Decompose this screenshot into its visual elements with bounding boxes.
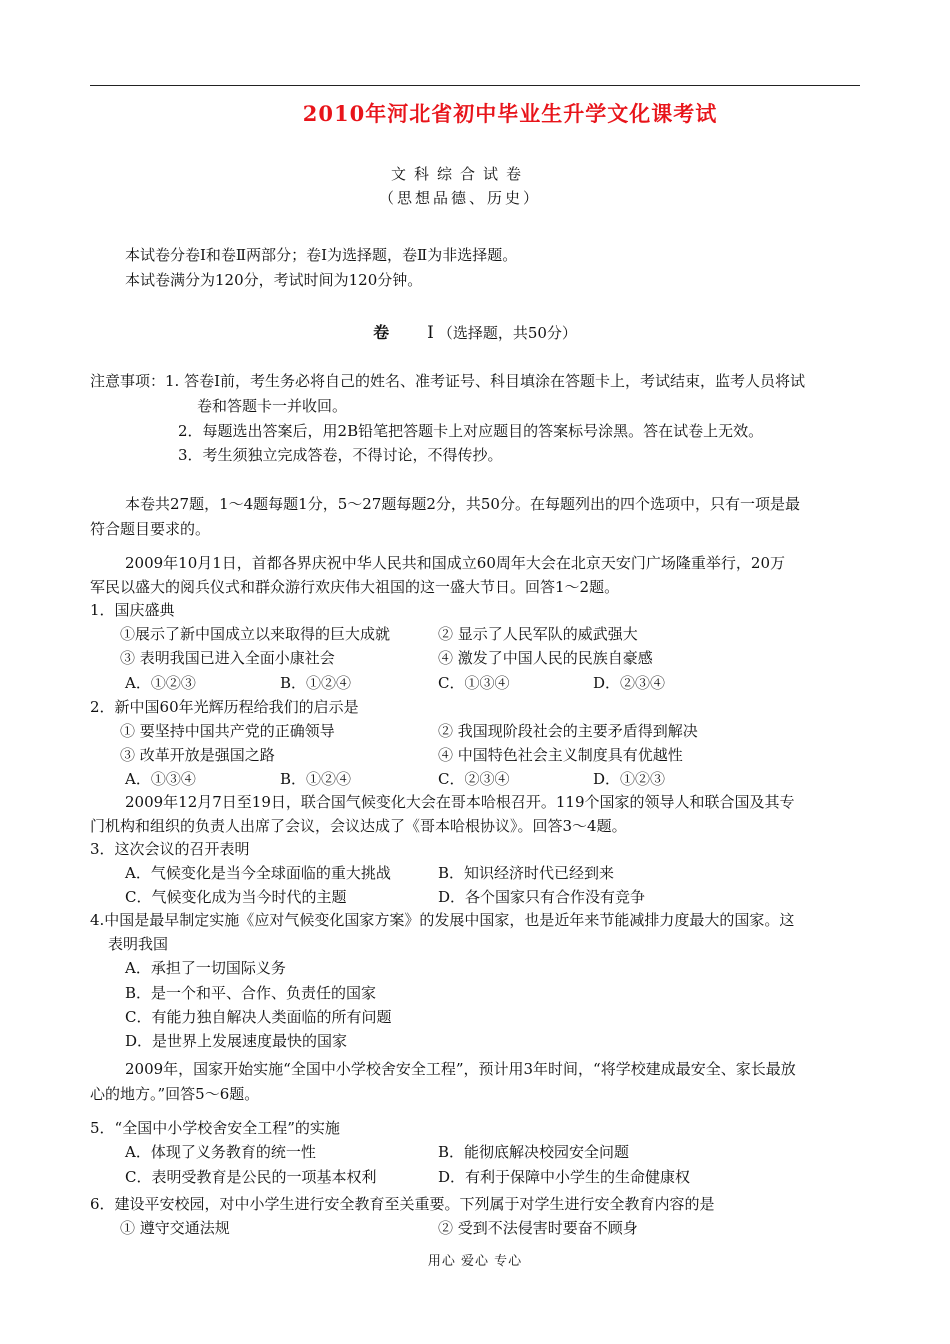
question-2-statement-3: ③ 改革开放是强国之路 bbox=[120, 746, 275, 764]
question-1-option-c: C．①③④ bbox=[438, 674, 510, 692]
section-heading bbox=[0, 320, 950, 343]
passage-3-line-2: 心的地方。”回答5～6题。 bbox=[90, 1085, 260, 1103]
passage-2-line-1: 2009年12月7日至19日，联合国气候变化大会在哥本哈根召开。119个国家的领导人和联合国及其专 bbox=[125, 793, 795, 811]
question-2-option-b: B．①②④ bbox=[280, 770, 352, 788]
passage-1-line-2: 军民以盛大的阅兵仪式和群众游行欢庆伟大祖国的这一盛大节日。回答1～2题。 bbox=[90, 578, 620, 596]
question-2-option-a: A．①③④ bbox=[125, 770, 196, 788]
instructions-line-1: 本卷共27题，1～4题每题1分，5～27题每题2分，共50分。在每题列出的四个选项中，只有一项是最 bbox=[125, 495, 800, 513]
page-footer: 用心 爱心 专心 bbox=[427, 1254, 523, 1269]
section-numeral: Ⅰ bbox=[427, 323, 434, 343]
section-note: （选择题，共50分） bbox=[437, 324, 577, 342]
question-2-option-c: C．②③④ bbox=[438, 770, 510, 788]
notice-item-1: 1. 答卷Ⅰ前，考生务必将自己的姓名、准考证号、科目填涂在答题卡上，考试结束，监考人员将试 bbox=[165, 372, 806, 390]
question-4-option-a: A．承担了一切国际义务 bbox=[125, 959, 286, 977]
intro-line-1: 本试卷分卷Ⅰ和卷Ⅱ两部分；卷Ⅰ为选择题，卷Ⅱ为非选择题。 bbox=[125, 246, 518, 264]
question-2-stem: 2．新中国60年光辉历程给我们的启示是 bbox=[90, 698, 359, 716]
question-3-option-b: B．知识经济时代已经到来 bbox=[438, 864, 615, 882]
question-4-stem-line-2: 表明我国 bbox=[108, 935, 169, 953]
notice bbox=[90, 371, 805, 391]
question-5-option-b: B．能彻底解决校园安全问题 bbox=[438, 1143, 630, 1161]
exam-subtitle: 文科综合试卷 bbox=[390, 165, 529, 183]
question-1-option-d: D．②③④ bbox=[593, 674, 666, 692]
question-5-option-c: C．表明受教育是公民的一项基本权利 bbox=[125, 1168, 377, 1186]
question-1-statement-1: ①展示了新中国成立以来取得的巨大成就 bbox=[120, 625, 391, 643]
question-4-option-d: D．是世界上发展速度最快的国家 bbox=[125, 1032, 348, 1050]
notice-item-1-cont: 卷和答题卡一并收回。 bbox=[197, 397, 348, 415]
header-rule bbox=[90, 85, 860, 86]
intro-line-2: 本试卷满分为120分，考试时间为120分钟。 bbox=[125, 271, 423, 289]
question-4-option-c: C．有能力独自解决人类面临的所有问题 bbox=[125, 1008, 392, 1026]
question-5-option-a: A．体现了义务教育的统一性 bbox=[125, 1143, 316, 1161]
question-6-statement-1: ① 遵守交通法规 bbox=[120, 1219, 230, 1237]
question-3-option-a: A．气候变化是当今全球面临的重大挑战 bbox=[125, 864, 391, 882]
notice-item-3: 3．考生须独立完成答卷，不得讨论，不得传抄。 bbox=[178, 446, 503, 464]
question-5-option-d: D．有利于保障中小学生的生命健康权 bbox=[438, 1168, 691, 1186]
passage-1-line-1: 2009年10月1日，首都各界庆祝中华人民共和国成立60周年大会在北京天安门广场隆重举行，20万 bbox=[125, 554, 785, 572]
question-5-stem: 5．“全国中小学校舍安全工程”的实施 bbox=[90, 1119, 340, 1137]
passage-3-line-1: 2009年，国家开始实施“全国中小学校舍安全工程”，预计用3年时间，“将学校建成最安全、家长最放 bbox=[125, 1060, 796, 1078]
question-2-statement-1: ① 要坚持中国共产党的正确领导 bbox=[120, 722, 335, 740]
question-1-option-b: B．①②④ bbox=[280, 674, 352, 692]
question-6-statement-2: ② 受到不法侵害时要奋不顾身 bbox=[438, 1219, 638, 1237]
question-1-option-a: A．①②③ bbox=[125, 674, 196, 692]
question-2-statement-2: ② 我国现阶段社会的主要矛盾得到解决 bbox=[438, 722, 698, 740]
question-4-stem-line-1: 4.中国是最早制定实施《应对气候变化国家方案》的发展中国家，也是近年来节能减排力度最大的国家。这 bbox=[90, 911, 795, 929]
question-1-statement-2: ② 显示了人民军队的威武强大 bbox=[438, 625, 638, 643]
instructions-line-2: 符合题目要求的。 bbox=[90, 520, 211, 538]
question-2-option-d: D．①②③ bbox=[593, 770, 666, 788]
question-3-stem: 3．这次会议的召开表明 bbox=[90, 840, 250, 858]
question-4-option-b: B．是一个和平、合作、负责任的国家 bbox=[125, 984, 377, 1002]
passage-2-line-2: 门机构和组织的负责人出席了会议，会议达成了《哥本哈根协议》。回答3～4题。 bbox=[90, 817, 627, 835]
notice-label: 注意事项： bbox=[90, 372, 166, 390]
section-juan: 卷 bbox=[373, 323, 390, 342]
question-2-statement-4: ④ 中国特色社会主义制度具有优越性 bbox=[438, 746, 683, 764]
exam-title: 2010年河北省初中毕业生升学文化课考试 bbox=[302, 101, 718, 126]
exam-subjects: （思想品德、历史） bbox=[378, 189, 541, 207]
question-1-stem: 1．国庆盛典 bbox=[90, 601, 175, 619]
question-3-option-c: C．气候变化成为当今时代的主题 bbox=[125, 888, 347, 906]
question-3-option-d: D．各个国家只有合作没有竞争 bbox=[438, 888, 646, 906]
question-1-statement-4: ④ 激发了中国人民的民族自豪感 bbox=[438, 649, 653, 667]
question-6-stem: 6．建设平安校园，对中小学生进行安全教育至关重要。下列属于对学生进行安全教育内容的是 bbox=[90, 1195, 715, 1213]
question-1-statement-3: ③ 表明我国已进入全面小康社会 bbox=[120, 649, 335, 667]
notice-item-2: 2．每题选出答案后，用2B铅笔把答题卡上对应题目的答案标号涂黑。答在试卷上无效。 bbox=[178, 422, 764, 440]
